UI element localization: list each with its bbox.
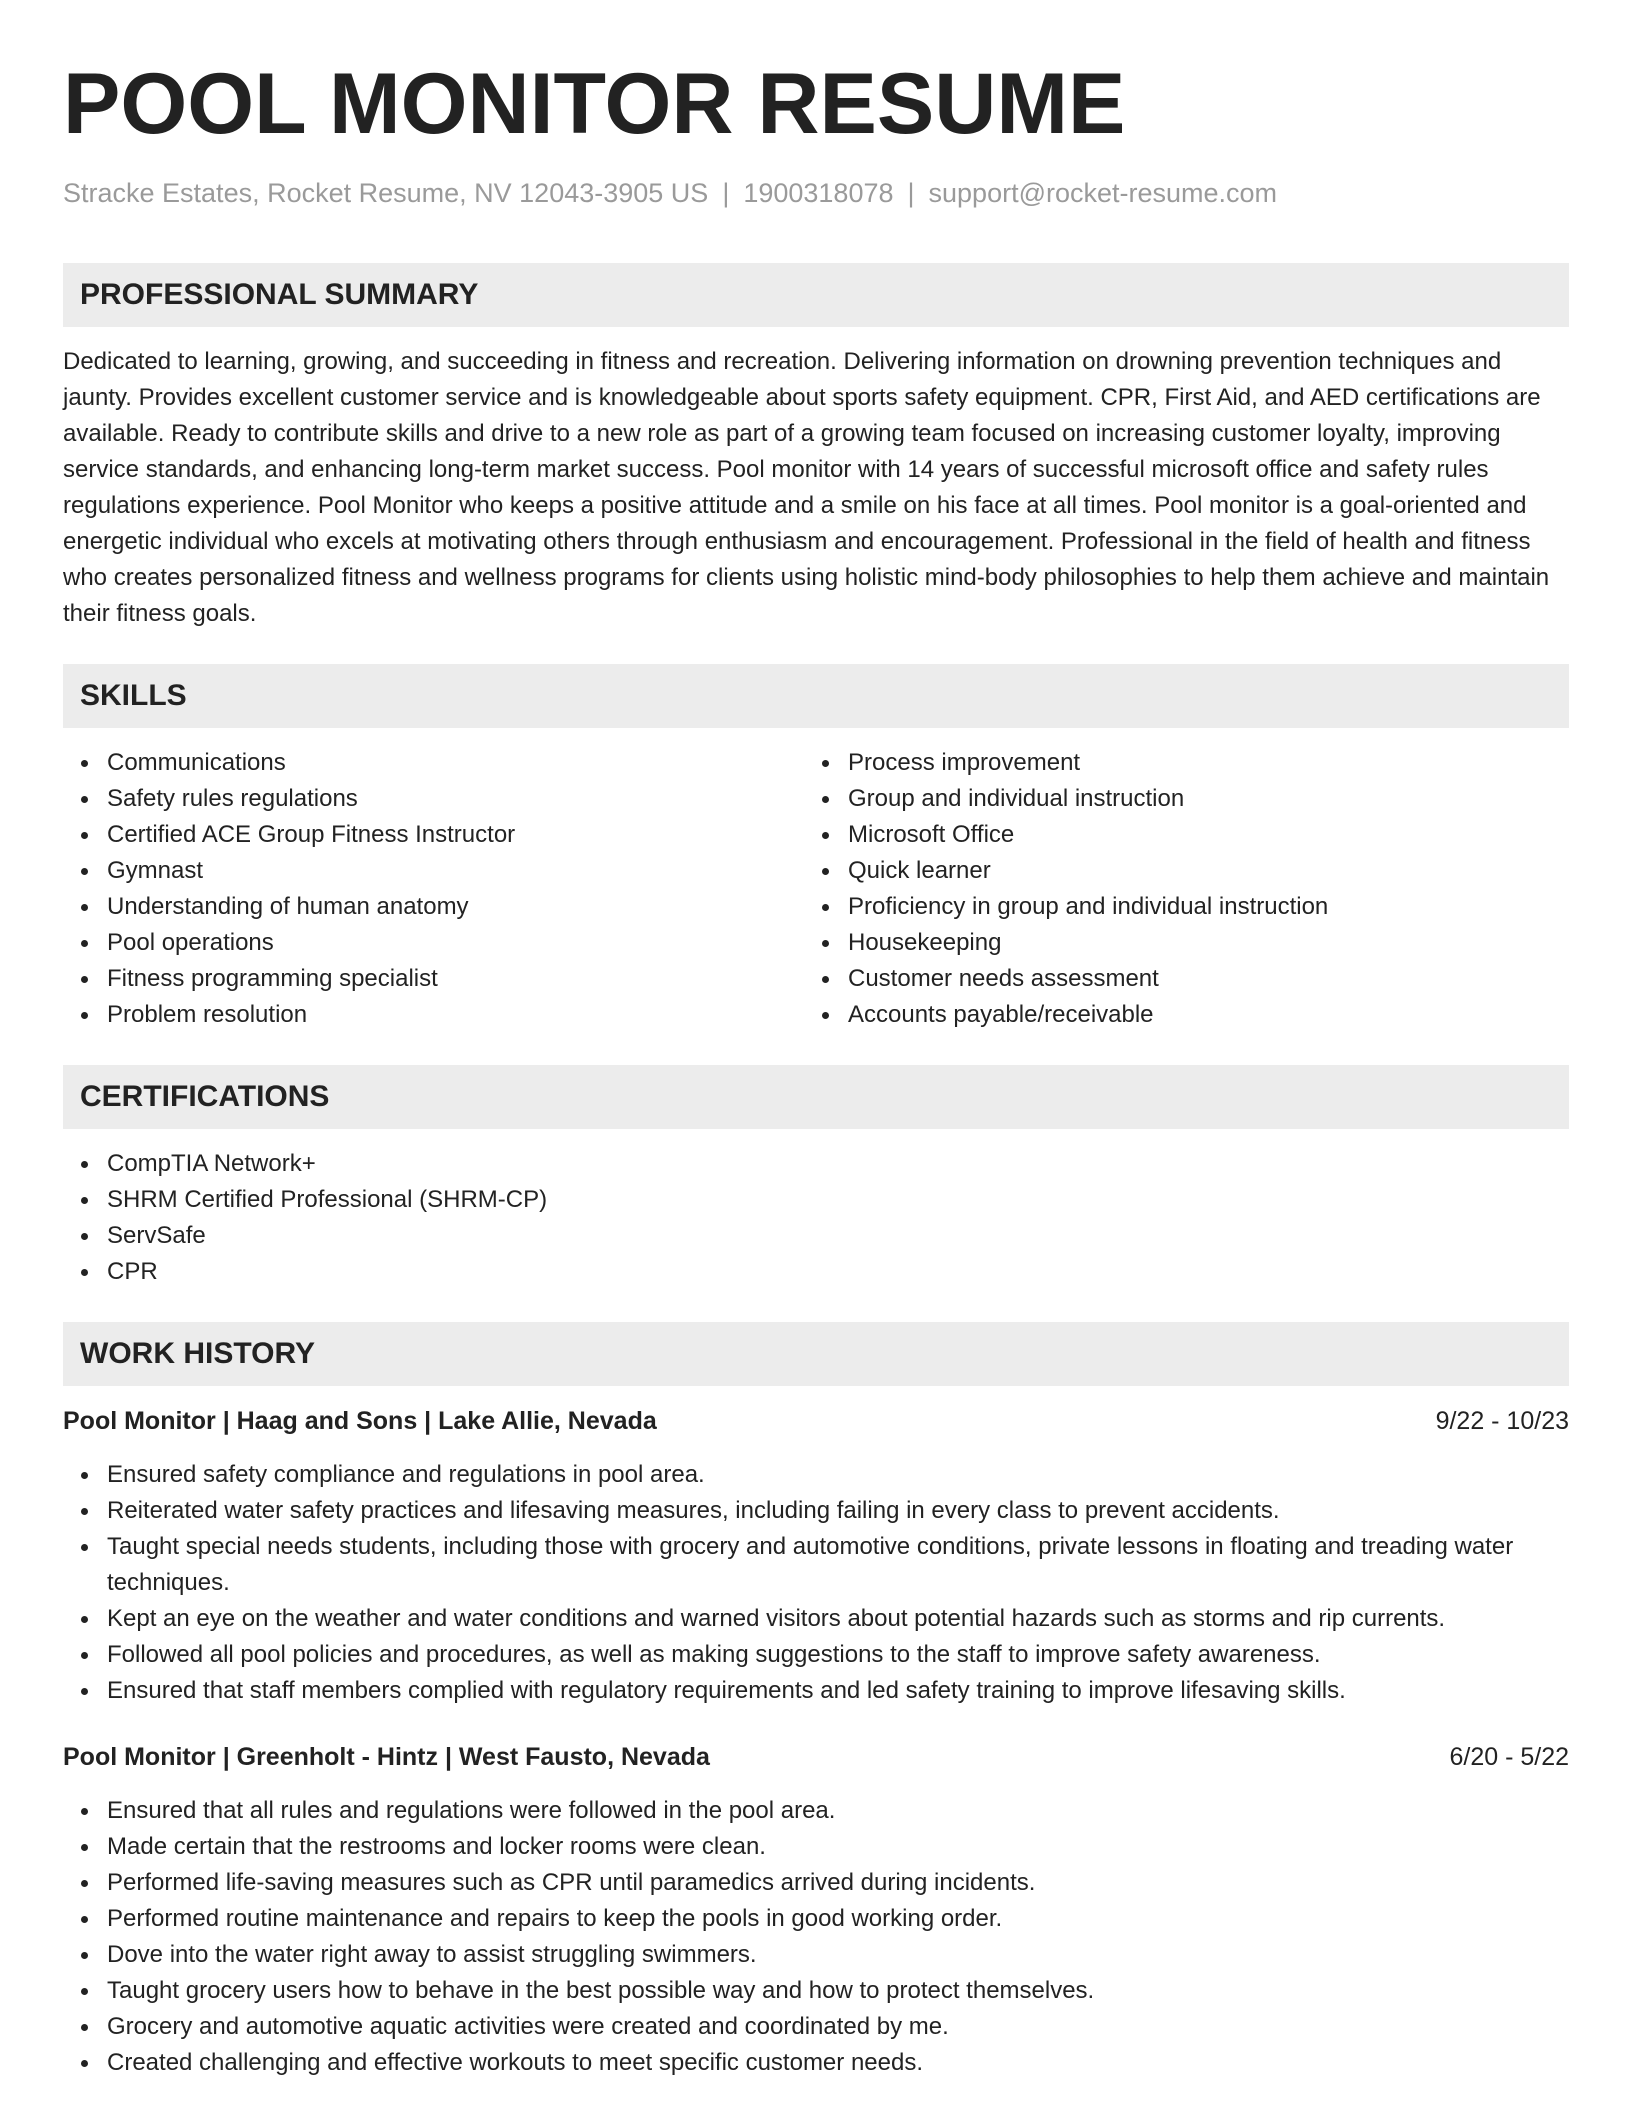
- summary-heading: PROFESSIONAL SUMMARY: [63, 263, 1569, 327]
- list-item: Ensured that all rules and regulations were followed in the pool area.: [107, 1793, 1569, 1829]
- job-dates: 9/22 - 10/23: [1435, 1407, 1569, 1435]
- skills-column-right: [804, 745, 1545, 1033]
- skills-heading: SKILLS: [63, 664, 1569, 728]
- list-item: SHRM Certified Professional (SHRM-CP): [107, 1182, 1569, 1218]
- list-item: Quick learner: [848, 853, 1545, 889]
- list-item: CPR: [107, 1254, 1569, 1290]
- skills-column-left: [63, 745, 804, 1033]
- list-item: Reiterated water safety practices and lifesaving measures, including failing in every class to prevent accidents.: [107, 1493, 1569, 1529]
- certifications-heading: CERTIFICATIONS: [63, 1065, 1569, 1129]
- list-item: Fitness programming specialist: [107, 961, 804, 997]
- job-entry: [63, 1403, 1569, 1709]
- list-item: Performed life-saving measures such as CPR until paramedics arrived during incidents.: [107, 1865, 1569, 1901]
- work-history-heading: WORK HISTORY: [63, 1322, 1569, 1386]
- list-item: Problem resolution: [107, 997, 804, 1033]
- list-item: Certified ACE Group Fitness Instructor: [107, 817, 804, 853]
- list-item: Understanding of human anatomy: [107, 889, 804, 925]
- contact-phone: 1900318078: [743, 178, 894, 208]
- list-item: Dove into the water right away to assist struggling swimmers.: [107, 1937, 1569, 1973]
- list-item: Taught special needs students, including those with grocery and automotive conditions, private lessons in floating and treading water techniques.: [107, 1529, 1569, 1601]
- list-item: Performed routine maintenance and repairs to keep the pools in good working order.: [107, 1901, 1569, 1937]
- job-entry: [63, 1739, 1569, 2081]
- contact-email: support@rocket-resume.com: [928, 178, 1278, 208]
- job-duties-list: [63, 1457, 1569, 1709]
- contact-separator: |: [907, 178, 915, 208]
- list-item: Accounts payable/receivable: [848, 997, 1545, 1033]
- job-header: [63, 1403, 1569, 1439]
- list-item: Customer needs assessment: [848, 961, 1545, 997]
- list-item: Grocery and automotive aquatic activities were created and coordinated by me.: [107, 2009, 1569, 2045]
- list-item: Pool operations: [107, 925, 804, 961]
- job-header: [63, 1739, 1569, 1775]
- certifications-list: [63, 1146, 1569, 1290]
- list-item: Ensured that staff members complied with regulatory requirements and led safety training to improve lifesaving skills.: [107, 1673, 1569, 1709]
- contact-address: Stracke Estates, Rocket Resume, NV 12043-3905 US: [63, 178, 709, 208]
- candidate-name: POOL MONITOR RESUME: [63, 56, 1126, 152]
- list-item: Communications: [107, 745, 804, 781]
- job-title: Pool Monitor | Greenholt - Hintz | West Fausto, Nevada: [63, 1743, 710, 1771]
- list-item: Housekeeping: [848, 925, 1545, 961]
- list-item: Process improvement: [848, 745, 1545, 781]
- list-item: Microsoft Office: [848, 817, 1545, 853]
- list-item: Kept an eye on the weather and water conditions and warned visitors about potential hazards such as storms and rip currents.: [107, 1601, 1569, 1637]
- job-duties-list: [63, 1793, 1569, 2081]
- skills-list-right: [804, 745, 1545, 1033]
- list-item: ServSafe: [107, 1218, 1569, 1254]
- list-item: Ensured safety compliance and regulations in pool area.: [107, 1457, 1569, 1493]
- list-item: Gymnast: [107, 853, 804, 889]
- job-title: Pool Monitor | Haag and Sons | Lake Allie, Nevada: [63, 1407, 657, 1435]
- job-dates: 6/20 - 5/22: [1449, 1743, 1569, 1771]
- list-item: Group and individual instruction: [848, 781, 1545, 817]
- list-item: Created challenging and effective workouts to meet specific customer needs.: [107, 2045, 1569, 2081]
- list-item: Safety rules regulations: [107, 781, 804, 817]
- summary-text: Dedicated to learning, growing, and succeeding in fitness and recreation. Delivering information on drowning prevention techniques and jaunty. Provides excellent customer service and is knowledgeable about sports safety equipment. CPR, First Aid, and AED certifications are available. Ready to contribute skills and drive to a new role as part of a growing team focused on increasing customer loyalty, improving service standards, and enhancing long-term market success. Pool monitor with 14 years of successful microsoft office and safety rules regulations experience. Pool Monitor who keeps a positive attitude and a smile on his face at all times. Pool monitor is a goal-oriented and energetic individual who excels at motivating others through enthusiasm and encouragement. Professional in the field of health and fitness who creates personalized fitness and wellness programs for clients using holistic mind-body philosophies to help them achieve and maintain their fitness goals.: [63, 348, 1550, 627]
- list-item: CompTIA Network+: [107, 1146, 1569, 1182]
- list-item: Proficiency in group and individual instruction: [848, 889, 1545, 925]
- contact-separator: |: [722, 178, 730, 208]
- skills-list-left: [63, 745, 804, 1033]
- contact-line: [63, 176, 1569, 210]
- list-item: Taught grocery users how to behave in the best possible way and how to protect themselves.: [107, 1973, 1569, 2009]
- skills-grid: [63, 745, 1569, 1033]
- list-item: Followed all pool policies and procedures, as well as making suggestions to the staff to improve safety awareness.: [107, 1637, 1569, 1673]
- list-item: Made certain that the restrooms and locker rooms were clean.: [107, 1829, 1569, 1865]
